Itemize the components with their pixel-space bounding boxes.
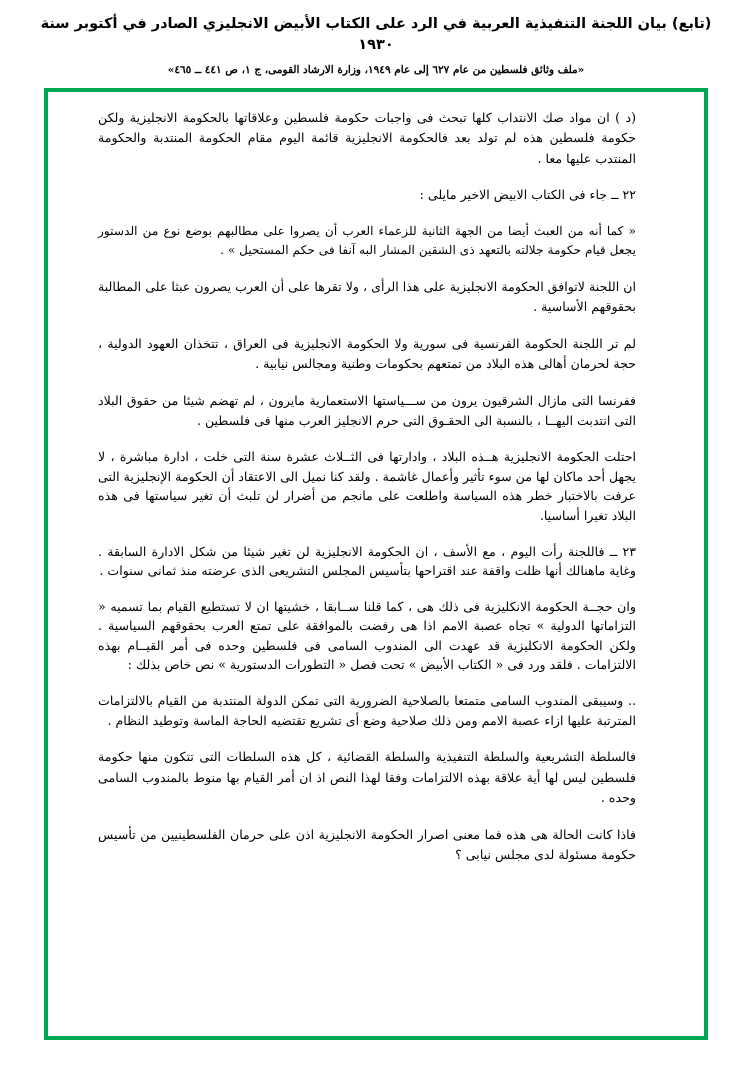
paragraph: ٢٢ ــ جاء فى الكتاب الابيض الاخير مايلى : [419, 187, 636, 203]
paragraph: ففرنسا التى مازال الشرقيون يرون من ســـياستها الاستعمارية مايرون ، لم تهضم شيئا من حقوق البلاد التى انتدبت اليهــا ، بالنسبة الى الحقـوق التى حرم الانجليز العرب منها فى فلسطين . [98, 392, 636, 429]
paragraph: (د ) ان مواد صك الانتداب كلها تبحث فى واجبات حكومة فلسطين وعلاقاتها بالحكومة الانجليزية ولكن حكومة فلسطين هذه لم تولد بعد فالحكومة الانجليزية قائمة اليوم مقام الحكومة المنتدبة والحكومة المنتدب عليها معا . [98, 110, 636, 166]
paragraph: ان اللجنة لاتوافق الحكومة الانجليزية على هذا الرأى ، ولا تقرها على أن العرب يصرون عبثا على المطالبة بحقوقهم الأساسية . [98, 279, 636, 315]
paragraph: ٢٣ ــ فاللجنة رأت اليوم ، مع الأسف ، ان الحكومة الانجليزية لن تغير شيئا من شكل الادارة السابقة . وغاية ماهنالك أنها ظلت واقفة عند اقتراحها بتأسيس المجلس التشريعى الذى عرضته منذ ثمانى سنوات . [98, 543, 636, 579]
paragraph: « كما أنه من العبث أيضا من الجهة الثانية للزعماء العرب أن يصروا على مطالبهم بوضع نوع من الدستور يجعل قيام حكومة جلالته بالتعهد ذى الشقين المشار البه آنفا فى حكم المستحيل » . [98, 223, 636, 258]
paragraph: لم تر اللجنة الحكومة الفرنسية فى سورية ولا الحكومة الانجليزية فى العراق ، تتخذان العهود الدولية ، حجة لحرمان أهالى هذه البلاد من تمتعهم بحكومات وطنية ومجالس نيابية . [98, 335, 636, 372]
document-body [58, 96, 694, 1032]
page-source-note: «ملف وثائق فلسطين من عام ٦٢٧ إلى عام ١٩٤٩، وزارة الارشاد القومى، ج ١، ص ٤٤١ ــ ٤٦٥» [167, 64, 585, 77]
paragraph: احتلت الحكومة الانجليزية هــذه البلاد ، وادارتها فى الثــلاث عشرة سنة التى خلت ، ادارة مباشرة ، لا يجهل أحد ماكان لها من سوء تأثير وأعمال غاشمة . ولقد كنا نميل الى الاعتقاد أن الحكومة الإنجليزية التى عرفت بالاختبار خطر هذه السياسة واطلعت على مانجم من أضرار لن تلبث أن تغير سياستها فى هذه البلاد تغيرا أساسيا. [98, 449, 636, 523]
page-title: (تابع) بيان اللجنة التنفيذية العربية في الرد على الكتاب الأبيض الانجليزي الصادر في أكتوبر سنة ١٩٣٠ [40, 16, 712, 54]
document-header [0, 0, 752, 78]
paragraph: فاذا كانت الحالة هى هذه فما معنى اصرار الحكومة الانجليزية اذن على حرمان الفلسطينيين من تأسيس حكومة مسئولة لدى مجلس نيابى ؟ [98, 826, 636, 862]
paragraph: فالسلطة التشريعية والسلطة التنفيذية والسلطة القضائية ، كل هذه السلطات التى تتكون منها حكومة فلسطين ليس لها أية علاقة بهذه الالتزامات وفقا لهذا النص اذ ان أمر القيام بها منوط بالمندوب السامى وحده . [98, 749, 636, 806]
paragraph: وان حجــة الحكومة الانكليزية فى ذلك هى ، كما قلنا ســابقا ، خشيتها ان لا تستطيع القيام بما تسميه « التزاماتها الدولية » تجاه عصبة الامم اذا هى رفضت بالموافقة على تمتع العرب بحقوقهم السياسية . ولكن الحكومة الانكليزية قد عهدت الى المندوب السامى فى فلسطين وحده فى أمر القيــام بهذه الالتزامات . فلقد ورد فى « الكتاب الأبيض » تحت فصل « التطورات الدستورية » نص خاص بذلك : [98, 598, 636, 673]
paragraph: .. وسيبقى المندوب السامى متمتعا بالصلاحية الضرورية التى تمكن الدولة المنتدبة من القيام بالالتزامات المترتبة عليها ازاء عصبة الامم ومن ذلك صلاحية وضع أى تشريع تقتضيه الحاجة الماسة وتوطيد النظام . [98, 692, 636, 728]
